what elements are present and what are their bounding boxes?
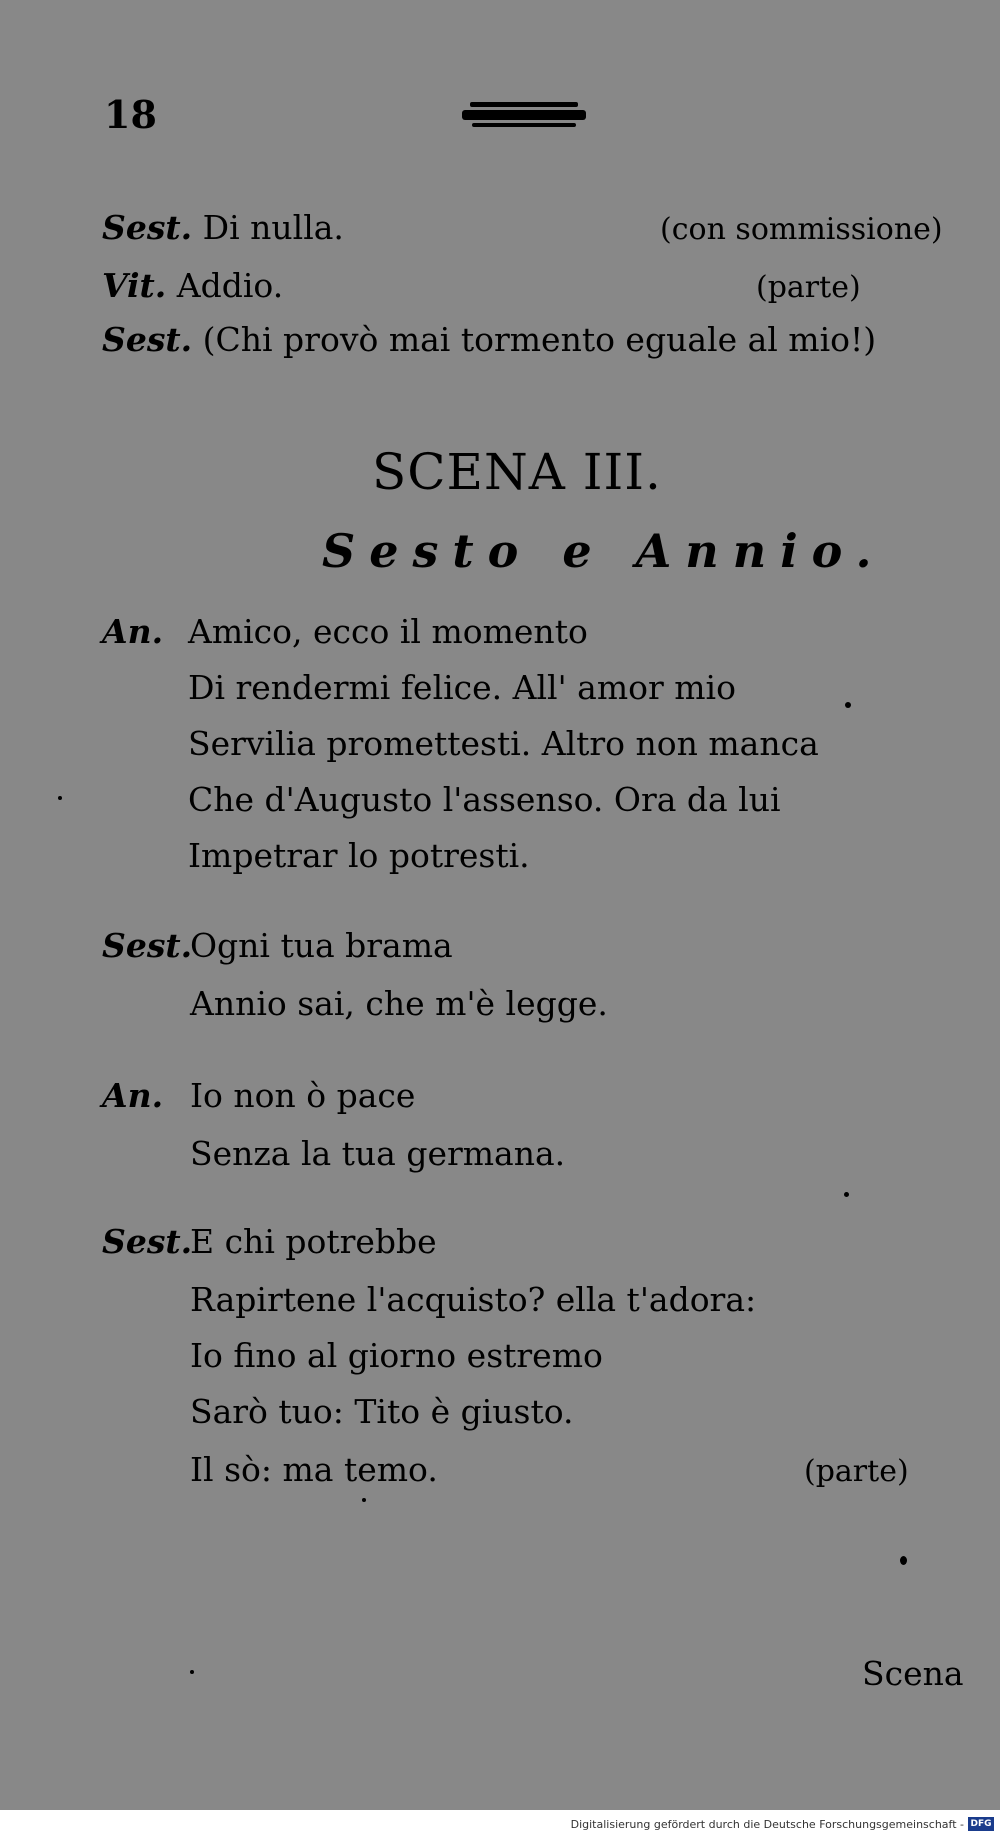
- dialogue-line: Annio sai, che m'è legge.: [190, 984, 608, 1023]
- dialogue-line: [102, 320, 876, 360]
- dialogue-line: Ogni tua brama: [190, 926, 453, 965]
- stage-direction: (con sommissione): [660, 212, 943, 247]
- dialogue-line: Senza la tua germana.: [190, 1134, 566, 1173]
- ink-speck: [844, 1192, 849, 1197]
- footer-credit: Digitalisierung gefördert durch die Deutsche Forschungsgemeinschaft -: [570, 1818, 964, 1831]
- ink-speck: [900, 1556, 907, 1565]
- speaker-label: Sest.: [102, 320, 193, 359]
- dialogue-line: E chi potrebbe: [190, 1222, 437, 1261]
- speaker-label: Sest.: [102, 1222, 193, 1261]
- speaker-label: An.: [102, 1076, 164, 1115]
- dialogue-line: Di rendermi felice. All' amor mio: [188, 668, 736, 707]
- stage-direction: (parte): [756, 270, 861, 305]
- digitization-footer: [0, 1810, 1000, 1841]
- speaker-label: Vit.: [102, 266, 167, 305]
- dialogue-line: Che d'Augusto l'assenso. Ora da lui: [188, 780, 781, 819]
- ink-speck: [845, 702, 851, 708]
- line-text: Di nulla.: [202, 208, 344, 247]
- catchword: Scena: [862, 1654, 964, 1693]
- dialogue-line: Rapirtene l'acquisto? ella t'adora:: [190, 1280, 757, 1319]
- line-text: Addio.: [176, 266, 284, 305]
- scene-title: SCENA III.: [372, 443, 662, 501]
- speaker-label: An.: [102, 612, 164, 651]
- header-ornament: [462, 110, 586, 120]
- speaker-label: Sest.: [102, 208, 193, 247]
- ink-speck: [58, 796, 62, 800]
- line-text: (Chi provò mai tormento eguale al mio!): [202, 320, 877, 359]
- dfg-logo: DFG: [968, 1817, 994, 1831]
- dialogue-line: Amico, ecco il momento: [188, 612, 588, 651]
- scene-characters: Sesto e Annio.: [322, 524, 886, 578]
- dialogue-line: Sarò tuo: Tito è giusto.: [190, 1392, 574, 1431]
- dialogue-line: Impetrar lo potresti.: [188, 836, 530, 875]
- dialogue-line: [102, 208, 344, 248]
- ink-speck: [190, 1670, 194, 1674]
- speaker-label: Sest.: [102, 926, 193, 965]
- dialogue-line: Il sò: ma temo.: [190, 1450, 438, 1489]
- dialogue-line: Io non ò pace: [190, 1076, 416, 1115]
- dialogue-line: Io fino al giorno estremo: [190, 1336, 603, 1375]
- page-number: 18: [104, 92, 157, 137]
- stage-direction: (parte): [804, 1454, 909, 1489]
- dialogue-line: [102, 266, 283, 306]
- dialogue-line: Servilia promettesti. Altro non manca: [188, 724, 819, 763]
- ink-speck: [362, 1498, 366, 1502]
